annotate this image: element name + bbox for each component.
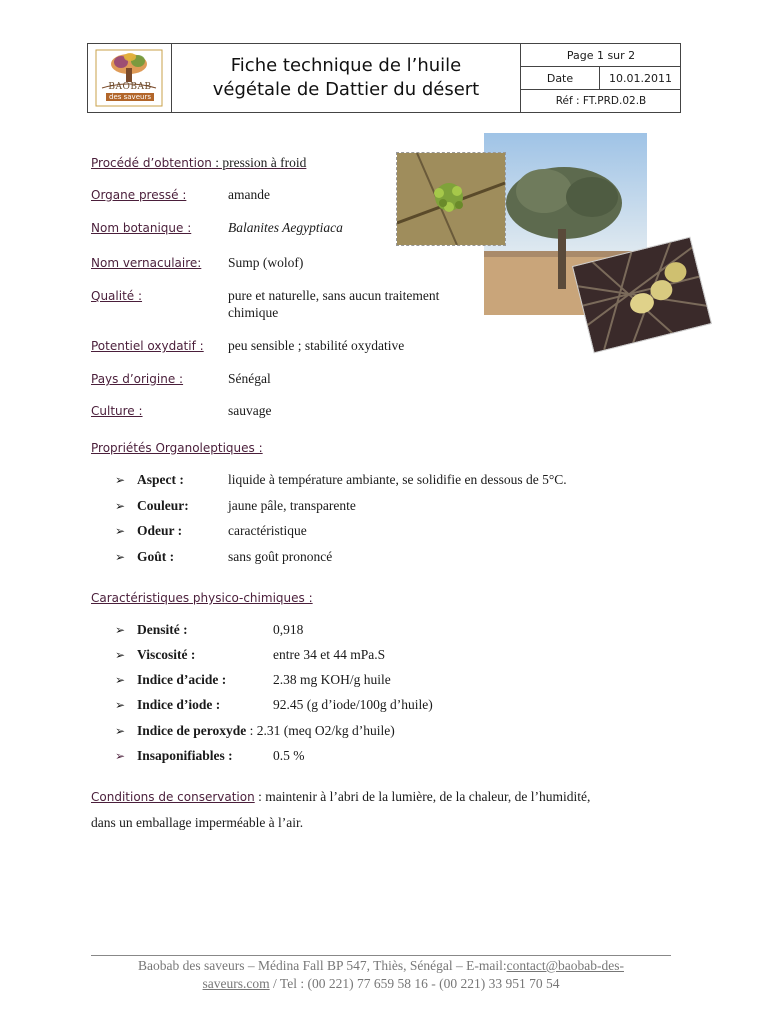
meta-cell xyxy=(521,44,681,112)
organe-label: Organe pressé : xyxy=(91,188,187,202)
organoleptic-item-value: jaune pâle, transparente xyxy=(228,498,356,513)
logo-cell xyxy=(88,44,172,112)
botanique-label: Nom botanique : xyxy=(91,221,192,235)
culture-value: sauvage xyxy=(228,403,272,418)
vernaculaire-label: Nom vernaculaire: xyxy=(91,256,202,270)
physico-item-value: entre 34 et 44 mPa.S xyxy=(273,647,386,662)
arrow-bullet-icon: ➢ xyxy=(115,550,126,564)
physico-item xyxy=(115,647,195,663)
pays-label: Pays d’origine : xyxy=(91,372,184,386)
organoleptic-item-value: liquide à température ambiante, se solidifie en dessous de 5°C. xyxy=(228,472,567,487)
date-value: 10.01.2011 xyxy=(609,71,672,85)
physico-item-label: Indice d’acide : xyxy=(137,672,227,687)
physico-item-label: Viscosité : xyxy=(137,647,196,662)
physico-item-value: 0,918 xyxy=(273,622,304,637)
footer-address: Baobab des saveurs – Médina Fall BP 547, Thiès, Sénégal – E-mail: xyxy=(138,958,507,973)
footer-phone: / Tel : (00 221) 77 659 58 16 - (00 221) 33 951 70 54 xyxy=(269,976,560,991)
procede-value: : pression à froid xyxy=(211,155,307,170)
footer-email-link[interactable]: contact@baobab-des- xyxy=(506,958,624,973)
qualite-value-line1: pure et naturelle, sans aucun traitement xyxy=(228,288,440,303)
organoleptic-item xyxy=(115,523,182,539)
conservation-label: Conditions de conservation xyxy=(91,790,255,804)
conservation-value-line2: dans un emballage imperméable à l’air. xyxy=(91,815,304,830)
arrow-bullet-icon: ➢ xyxy=(115,673,126,687)
organoleptic-heading: Propriétés Organoleptiques : xyxy=(91,441,263,455)
date-row xyxy=(521,67,681,90)
culture-label: Culture : xyxy=(91,404,143,418)
organoleptic-item xyxy=(115,472,184,488)
physico-item-value: 92.45 (g d’iode/100g d’huile) xyxy=(273,697,433,712)
physico-item xyxy=(115,672,226,688)
organoleptic-item-label: Aspect : xyxy=(137,472,184,487)
footer-divider xyxy=(91,955,671,956)
vernaculaire-value: Sump (wolof) xyxy=(228,255,304,270)
organoleptic-item xyxy=(115,498,189,514)
qualite-label: Qualité : xyxy=(91,289,143,303)
logo-text-top: BAOBAB xyxy=(108,82,152,92)
organoleptic-item-value: sans goût prononcé xyxy=(228,549,333,564)
physico-item-label: Insaponifiables : xyxy=(137,748,233,763)
qualite-value-line2: chimique xyxy=(228,305,279,320)
doc-title-line2: végétale de Dattier du désert xyxy=(212,79,480,100)
organoleptic-item-label: Couleur: xyxy=(137,498,189,513)
organoleptic-item-label: Goût : xyxy=(137,549,175,564)
arrow-bullet-icon: ➢ xyxy=(115,623,126,637)
arrow-bullet-icon: ➢ xyxy=(115,524,126,538)
physico-item xyxy=(115,723,395,739)
physico-item-value: 2.38 mg KOH/g huile xyxy=(273,672,391,687)
physico-item xyxy=(115,697,220,713)
oxydatif-value: peu sensible ; stabilité oxydative xyxy=(228,338,405,353)
procede-label: Procédé d’obtention xyxy=(91,156,212,170)
fruit-branch-photo xyxy=(397,153,505,245)
physico-item xyxy=(115,748,233,764)
organoleptic-item xyxy=(115,549,174,565)
baobab-logo xyxy=(88,44,171,112)
arrow-bullet-icon: ➢ xyxy=(115,724,126,738)
document-header xyxy=(87,43,681,113)
physico-item-label: Densité : xyxy=(137,622,188,637)
physico-heading: Caractéristiques physico-chimiques : xyxy=(91,591,313,605)
procede-row xyxy=(91,155,306,171)
arrow-bullet-icon: ➢ xyxy=(115,749,126,763)
pays-value: Sénégal xyxy=(228,371,271,386)
oxydatif-label: Potentiel oxydatif : xyxy=(91,339,204,353)
physico-item-value: 0.5 % xyxy=(273,748,305,763)
physico-item-value: : 2.31 (meq O2/kg d’huile) xyxy=(246,723,395,738)
footer xyxy=(91,957,671,993)
arrow-bullet-icon: ➢ xyxy=(115,698,126,712)
doc-title-line1: Fiche technique de l’huile xyxy=(230,55,462,76)
page-number: Page 1 sur 2 xyxy=(521,44,681,67)
title-cell xyxy=(172,44,521,112)
physico-item xyxy=(115,622,188,638)
reference: Réf : FT.PRD.02.B xyxy=(555,95,647,107)
organoleptic-item-label: Odeur : xyxy=(137,523,183,538)
arrow-bullet-icon: ➢ xyxy=(115,499,126,513)
physico-item-label: Indice d’iode : xyxy=(137,697,221,712)
organoleptic-item-value: caractéristique xyxy=(228,523,307,538)
organe-value: amande xyxy=(228,187,270,202)
arrow-bullet-icon: ➢ xyxy=(115,473,126,487)
footer-email-link-cont[interactable]: saveurs.com xyxy=(202,976,270,991)
date-label: Date xyxy=(521,67,600,89)
conservation-value-line1: : maintenir à l’abri de la lumière, de la chaleur, de l’humidité, xyxy=(254,789,591,804)
botanique-value: Balanites Aegyptiaca xyxy=(228,220,343,235)
logo-text-bottom: des saveurs xyxy=(106,93,154,101)
conservation-paragraph xyxy=(91,784,681,836)
physico-item-label: Indice de peroxyde xyxy=(137,723,247,738)
arrow-bullet-icon: ➢ xyxy=(115,648,126,662)
